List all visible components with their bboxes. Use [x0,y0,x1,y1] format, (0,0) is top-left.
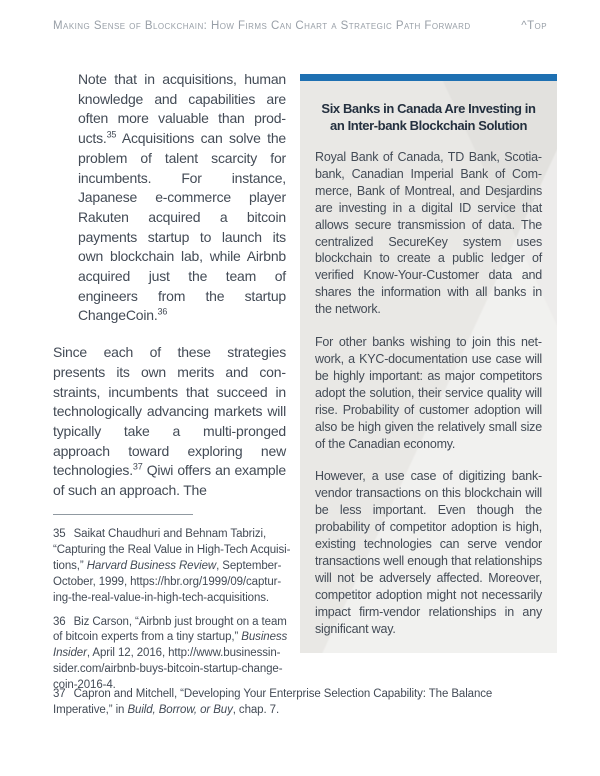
footnote-number: 36 [53,615,66,628]
body-column [53,70,286,518]
footnote-number: 35 [53,528,66,540]
footnote [53,687,553,719]
text-run: Build, Borrow, or Buy [127,703,233,716]
text-run: Biz Carson, “Airbnb just brought on a team of bitcoin experts from a tiny startup,” [53,615,287,644]
sidebar-title: Six Banks in Canada Are Investing in an Inter-bank Blockchain Solution [321,101,536,133]
footnote [53,527,291,607]
sidebar-accent-bar [300,74,557,81]
full-width-footnote [53,687,553,727]
footnote-ref: 37 [132,461,143,472]
text-run: Qiwi offers an example of such an approach. The [53,462,286,499]
sidebar-paragraphs [315,149,542,637]
sidebar-paragraph: However, a use case of digitizing bank-vendor transactions on this blockchain will be less important. Even though the probability of competitor adoption is high, existing technologies can serve vendor transactions well enough that relationships will not be adversely affected. Moreover, competitor adoption might not necessarily impact firm-vendor relationships in any significant way. [315,469,542,636]
text-run: , chap. 7. [232,703,280,716]
sidebar-body [300,81,557,653]
sidebar-paragraph: For other banks wishing to join this network, a KYC-documentation use case will be highly important: as major competitors adopt the solution, their service quality will rise. Probability of customer adoption will also be high given the relatively small size of the Canadian economy. [315,335,542,451]
text-run: Capron and Mitchell, “Developing Your Enterprise Selection Capability: The Balance Imperative,” in [53,688,493,716]
footnote-separator [53,514,193,515]
text-run: Since each of these strategies presents its own merits and constraints, incumbents that succeed in technologically advancing markets will typically take a multi-pronged approach toward exploring new technologies. [53,344,286,479]
footnote-number: 37 [53,688,66,700]
page-header [53,20,547,32]
body-paragraph [53,343,286,501]
text-run: , April 12, 2016, http://www.businessinsider.com/airbnb-buys-bitcoin-startup-changecoin-2016-4. [53,647,283,692]
sidebar-box [300,74,557,653]
text-run: Harvard Business Review [86,559,217,572]
text-run: Acquisitions can solve the problem of talent scarcity for incumbents. For instance, Japanese e-commerce player Rakuten acquired a bitcoin payments startup to launch its own blockchain lab, while Airbnb acquired just the team of engineers from the startup ChangeCoin. [78,130,286,324]
top-link[interactable]: ^Top [521,20,547,32]
sidebar-paragraph: Royal Bank of Canada, TD Bank, Scotiabank, Canadian Imperial Bank of Commerce, Bank of Montreal, and Desjardins are investing in a digital ID service that allows secure transmission of data. The centralized SecureKey system uses blockchain to create a public ledger of verified Know-Your-Customer data and shares the information with all banks in the network. [315,150,542,317]
text-run: Note that in acquisitions, human knowledge and capabilities are often more valuable than products. [78,71,286,147]
column-footnotes [53,514,291,702]
footnote-ref: 35 [106,129,117,140]
footnote [53,615,291,695]
text-run: Business Insider [53,631,288,660]
text-run: , September-October, 1999, https://hbr.org/1999/09/capturing-the-real-value-in-high-tech-acquisitions. [53,559,282,604]
body-paragraph [78,70,286,326]
text-run: Saikat Chaudhuri and Behnam Tabrizi, “Capturing the Real Value in High-Tech Acquisitions,” [53,528,291,572]
footnote-ref: 36 [157,306,168,317]
running-title: Making Sense of Blockchain: How Firms Can Chart a Strategic Path Forward [53,20,471,32]
